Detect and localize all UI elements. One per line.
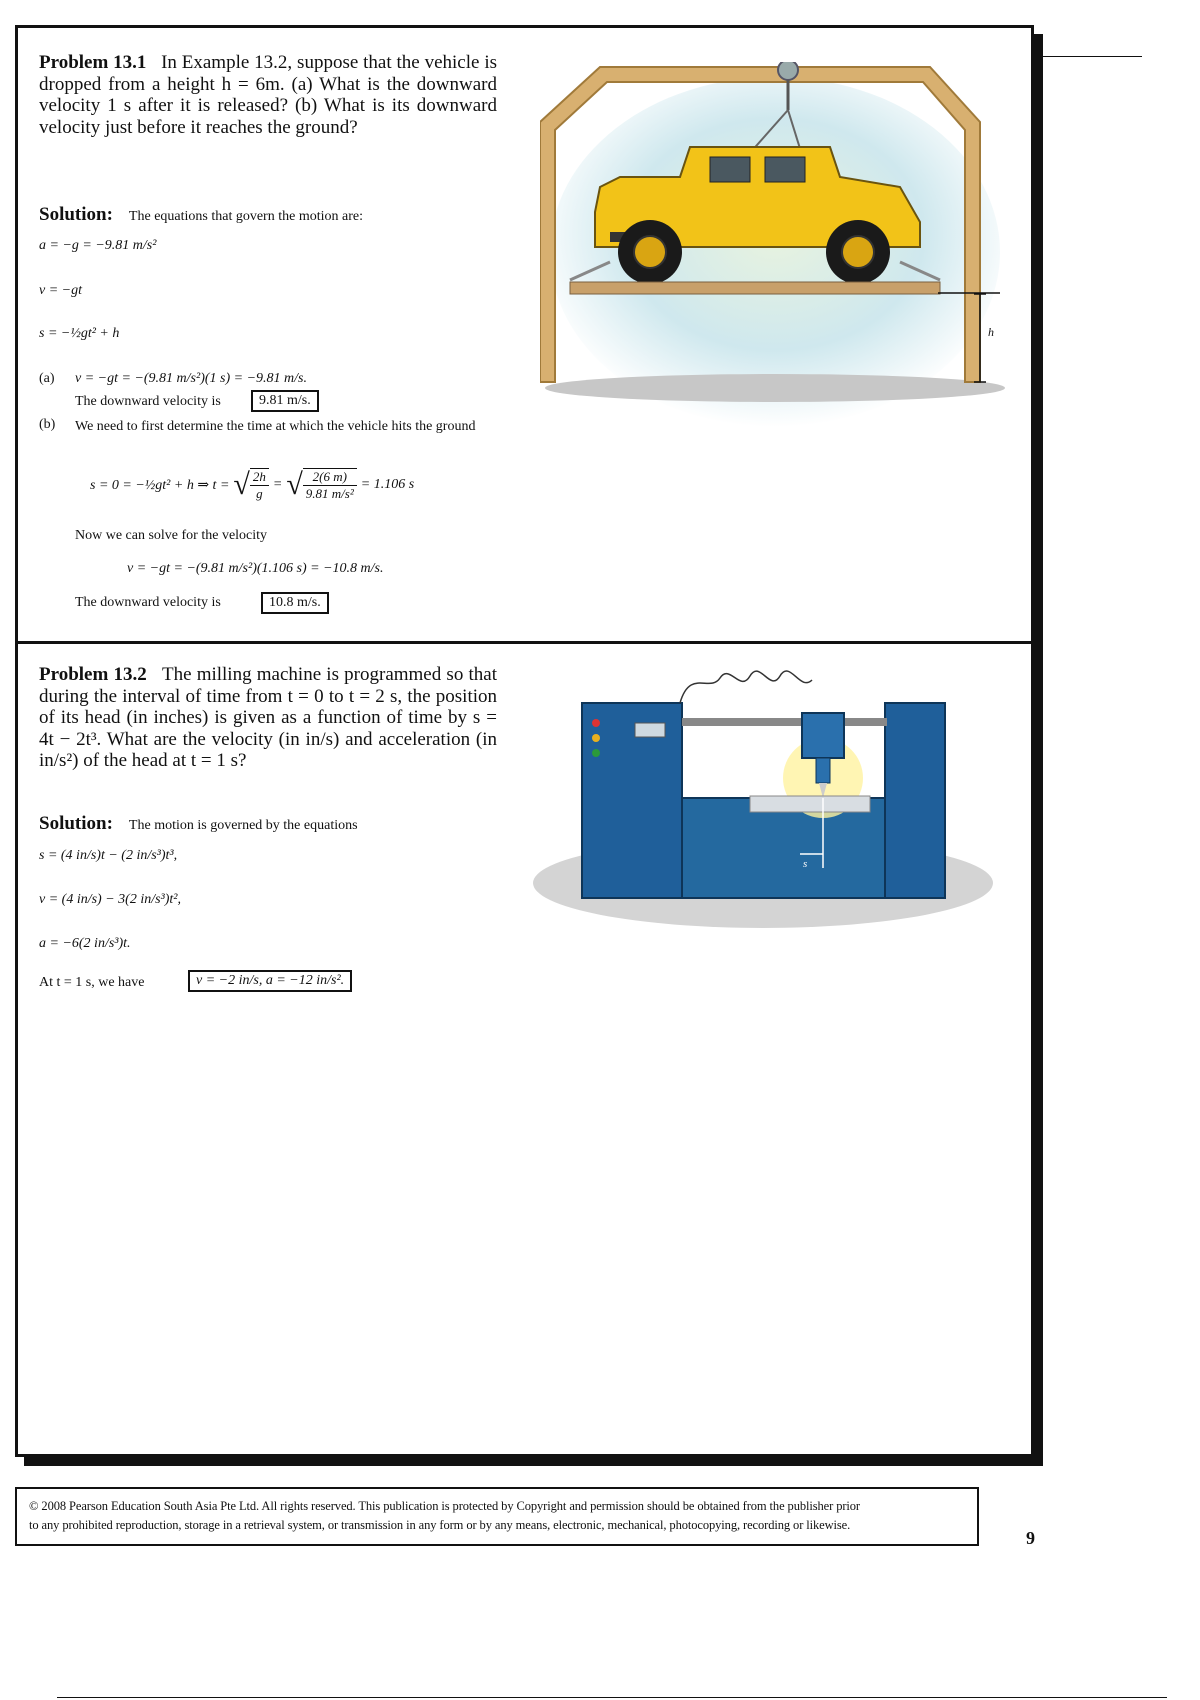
problem-2-text: The milling machine is programmed so that during the interval of time from t = 0 to t = 2 s, the position of its head (in inches) is given as a function of time by s = 4t − 2t³. What are the velocity (in in/s) and acceleration (in in/s²) of the head at t = 1 s?	[39, 664, 497, 771]
frac2-denominator: 9.81 m/s²	[305, 486, 354, 501]
sqrt-2h-over-g: √ $\frac{2h}{g}$	[233, 468, 268, 502]
part-a-equation: v = −gt = −(9.81 m/s²)(1 s) = −9.81 m/s.	[75, 371, 307, 386]
problem-1-solution-header	[39, 204, 363, 226]
equation-position-2: s = (4 in/s)t − (2 in/s³)t³,	[39, 848, 178, 863]
copyright-line-2: to any prohibited reproduction, storage in a retrieval system, or transmission in any form or by any means, electronic, mechanical, photocopying, recording or likewise.	[29, 1518, 851, 1532]
part-b-label: (b)	[39, 417, 56, 432]
frac1-denominator: g	[256, 486, 263, 501]
equation-acceleration-2: a = −6(2 in/s³)t.	[39, 936, 131, 951]
equation-velocity-2: v = (4 in/s) − 3(2 in/s³)t²,	[39, 892, 181, 907]
equation-position: s = −½gt² + h	[39, 326, 120, 341]
part-b-answer-box: 10.8 m/s.	[261, 592, 329, 614]
solution-label: Solution:	[39, 204, 113, 225]
problem-2-statement	[39, 664, 497, 772]
part-b-text3: The downward velocity is	[75, 595, 221, 610]
at-time-text: At t = 1 s, we have	[39, 975, 145, 990]
part-a-label: (a)	[39, 371, 55, 386]
copyright-notice	[15, 1487, 979, 1546]
problem-divider	[15, 641, 1034, 644]
frac2-numerator: 2(6 m)	[303, 469, 357, 486]
problem-2-solution-header	[39, 813, 358, 835]
problem-2-heading: Problem 13.2	[39, 664, 147, 685]
part-b-text2: Now we can solve for the velocity	[75, 528, 268, 543]
part-b-eq-lhs: s = 0 = −½gt² + h ⇒ t =	[90, 477, 230, 493]
problem-1-statement	[39, 52, 497, 138]
part-b-velocity-equation: v = −gt = −(9.81 m/s²)(1.106 s) = −10.8 m/s.	[127, 561, 384, 576]
part-b-time-result: = 1.106 s	[360, 477, 415, 492]
part-b-text: We need to first determine the time at which the vehicle hits the ground	[75, 419, 476, 434]
height-label: h	[988, 325, 994, 339]
copyright-line-1: © 2008 Pearson Education South Asia Pte Ltd. All rights reserved. This publication is protected by Copyright and permission should be obtained from the publisher prior	[29, 1499, 860, 1513]
vehicle-drop-figure	[540, 62, 1020, 432]
frac1-numerator: 2h	[250, 469, 269, 486]
footer-rule	[57, 1697, 1167, 1698]
part-a-text: The downward velocity is	[75, 394, 221, 409]
solution-label-2: Solution:	[39, 813, 113, 834]
problem-1-heading: Problem 13.1	[39, 52, 147, 73]
part-b-time-equation: s = 0 = −½gt² + h ⇒ t = √ $\frac{2h}{g}$ = √ $\frac{2(6 m)}{\text{9.81 m/s²}}$ = 1.106 s	[90, 468, 415, 501]
equation-acceleration: a = −g = −9.81 m/s²	[39, 238, 157, 253]
solution-intro-2: The motion is governed by the equations	[128, 818, 358, 833]
s-label: s	[803, 858, 808, 870]
solution-intro: The equations that govern the motion are:	[128, 209, 363, 224]
equation-velocity: v = −gt	[39, 283, 82, 298]
page-number: 9	[1026, 1528, 1035, 1548]
problem-1-text: In Example 13.2, suppose that the vehicle is dropped from a height h = 6m. (a) What is the downward velocity 1 s after it is released? (b) What is its downward velocity just before it reaches the ground?	[39, 52, 497, 138]
sqrt-numeric: √ $\frac{2(6 m)}{\text{9.81 m/s²}}$	[286, 468, 356, 502]
milling-machine-figure	[530, 668, 1000, 933]
part-a-answer-box: 9.81 m/s.	[251, 390, 319, 412]
problem-2-answer-box: v = −2 in/s, a = −12 in/s².	[188, 970, 352, 992]
